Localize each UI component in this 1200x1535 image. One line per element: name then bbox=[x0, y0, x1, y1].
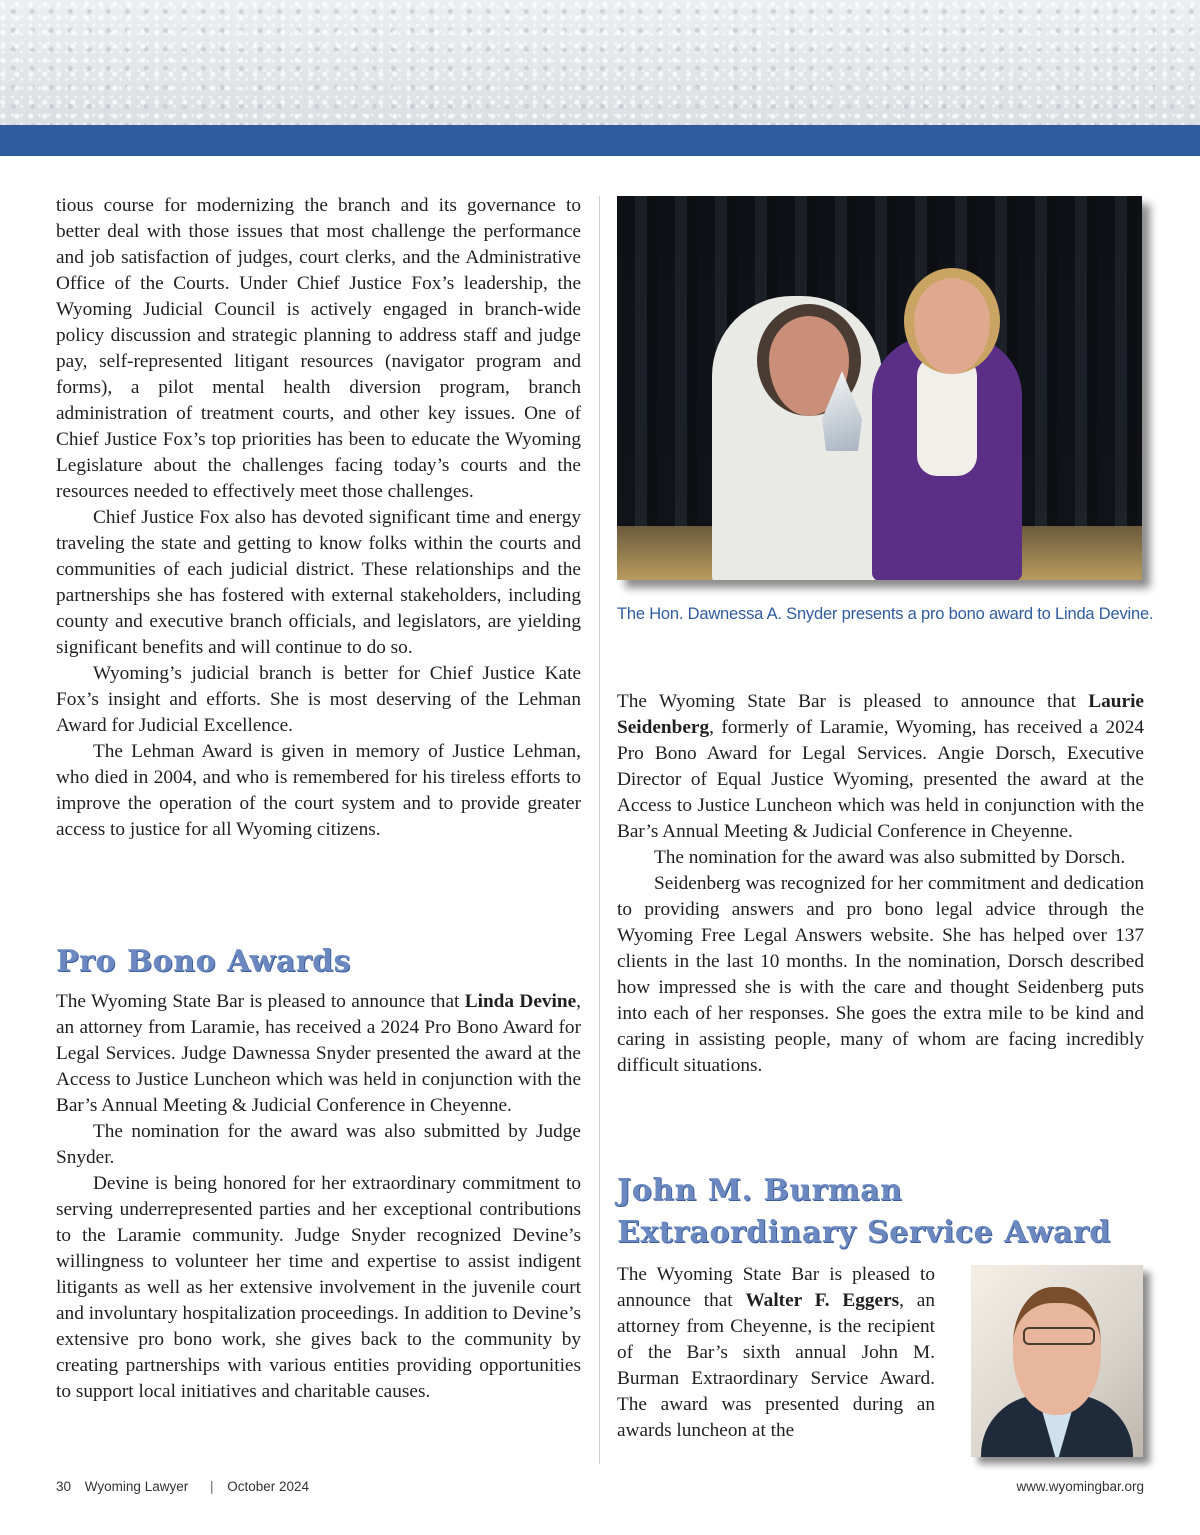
text-span: , an attorney from Laramie, has received a 2024 Pro Bono Award for Legal Services. Judge Dawnessa Snyder presented the award at the Access to Justice Luncheon which was held in conjunction with the Bar’s Annual Meeting & Judicial Conference in Cheyenne. bbox=[56, 991, 581, 1116]
awardee-name: Laurie Seidenberg bbox=[617, 691, 1144, 738]
photo-glasses bbox=[1023, 1327, 1095, 1345]
awardee-name: Walter F. Eggers bbox=[745, 1290, 900, 1311]
award-presentation-photo bbox=[617, 196, 1142, 580]
article-paragraph: Chief Justice Fox also has devoted significant time and energy traveling the state and getting to know folks within the courts and communities of each judicial district. These relationships and the partnerships she has fostered with external stakeholders, including county and executive branch officials, and legislators, are yielding significant benefits and will continue to do so. bbox=[56, 507, 581, 658]
burman-heading bbox=[617, 1170, 1177, 1254]
pro-bono-section bbox=[56, 989, 581, 1405]
article-paragraph: Seidenberg was recognized for her commitment and dedication to providing answers and pro bono legal advice through the Wyoming Free Legal Answers website. She has helped over 137 clients in the last 10 months. In the nomination, Dorsch described how impressed she is with the care and thought Seidenberg puts into each of her responses. She goes the extra mile to be kind and caring in assisting people, many of whom are facing incredibly difficult situations. bbox=[617, 873, 1144, 1076]
left-column bbox=[56, 193, 581, 843]
page-number: 30 bbox=[56, 1479, 72, 1494]
article-paragraph: The Lehman Award is given in memory of Justice Lehman, who died in 2004, and who is remembered for his tireless efforts to improve the operation of the court system and to provide greater access to justice for all Wyoming citizens. bbox=[56, 741, 581, 840]
photo-face bbox=[1013, 1287, 1101, 1415]
pro-bono-paragraph: Devine is being honored for her extraordinary commitment to serving underrepresented parties and her exceptional contributions to the Laramie community. Judge Snyder recognized Devine’s willingness to volunteer her time and expertise to assist indigent litigants as well as her extensive involvement in the juvenile court and involuntary hospitalization proceedings. In addition to Devine’s extensive pro bono work, she gives back to the community by creating partnerships with various entities providing opportunities to support local initiatives and charitable causes. bbox=[56, 1173, 581, 1402]
footer-separator: | bbox=[209, 1479, 214, 1494]
burman-paragraph bbox=[617, 1262, 935, 1444]
pro-bono-heading: Pro Bono Awards bbox=[56, 944, 351, 979]
article-paragraph bbox=[617, 689, 1144, 845]
header-banner bbox=[0, 0, 1200, 125]
article-paragraph: tious course for modernizing the branch and its governance to better deal with those issues that most challenge the performance and job satisfaction of judges, court clerks, and the Administrative Office of the Courts. Under Chief Justice Fox’s leadership, the Wyoming Judicial Council is actively engaged in branch-wide policy discussion and strategic planning to address staff and judge pay, self-represented litigant resources (navigator program and forms), a pilot mental health diversion program, branch administration of treatment courts, and other key issues. One of Chief Justice Fox’s top priorities has been to educate the Wyoming Legislature about the challenges facing today’s courts and the resources needed to effectively meet those challenges. bbox=[56, 195, 581, 502]
eggers-portrait-photo bbox=[971, 1265, 1143, 1457]
heading-line: Extraordinary Service Award bbox=[617, 1215, 1111, 1250]
pro-bono-paragraph: The nomination for the award was also submitted by Judge Snyder. bbox=[56, 1121, 581, 1168]
issue-date: October 2024 bbox=[227, 1479, 310, 1494]
column-divider bbox=[599, 196, 600, 1464]
publication-name: Wyoming Lawyer bbox=[84, 1479, 189, 1494]
article-paragraph: The nomination for the award was also submitted by Dorsch. bbox=[654, 847, 1126, 868]
right-column bbox=[617, 689, 1144, 1079]
awardee-name: Linda Devine bbox=[464, 991, 577, 1012]
heading-line: John M. Burman bbox=[617, 1173, 903, 1208]
photo-caption: The Hon. Dawnessa A. Snyder presents a pro bono award to Linda Devine. bbox=[617, 605, 1154, 623]
photo-person-head bbox=[904, 268, 1000, 374]
text-span: The Wyoming State Bar is pleased to announce that bbox=[617, 691, 1089, 712]
page-footer bbox=[56, 1479, 1144, 1497]
photo-blouse bbox=[917, 356, 977, 476]
website-url: www.wyomingbar.org bbox=[1016, 1479, 1144, 1494]
text-span: The Wyoming State Bar is pleased to announce that bbox=[56, 991, 465, 1012]
footer-left bbox=[56, 1479, 319, 1494]
text-span: , formerly of Laramie, Wyoming, has received a 2024 Pro Bono Award for Legal Services. Angie Dorsch, Executive Director of Equal Justice Wyoming, presented the award at the Access to Justice Luncheon which was held in conjunction with the Bar’s Annual Meeting & Judicial Conference in Cheyenne. bbox=[617, 717, 1144, 842]
text-span: The Wyoming State Bar is pleased to announce that bbox=[617, 1264, 935, 1311]
burman-section bbox=[617, 1262, 935, 1444]
text-span: , an attorney from Cheyenne, is the recipient of the Bar’s sixth annual John M. Burman Extraordinary Service Award. The award was presented during an awards luncheon at the bbox=[617, 1290, 935, 1441]
article-paragraph: Wyoming’s judicial branch is better for Chief Justice Kate Fox’s insight and efforts. She is most deserving of the Lehman Award for Judicial Excellence. bbox=[56, 663, 581, 736]
pro-bono-paragraph bbox=[56, 989, 581, 1119]
header-blue-bar bbox=[0, 125, 1200, 156]
